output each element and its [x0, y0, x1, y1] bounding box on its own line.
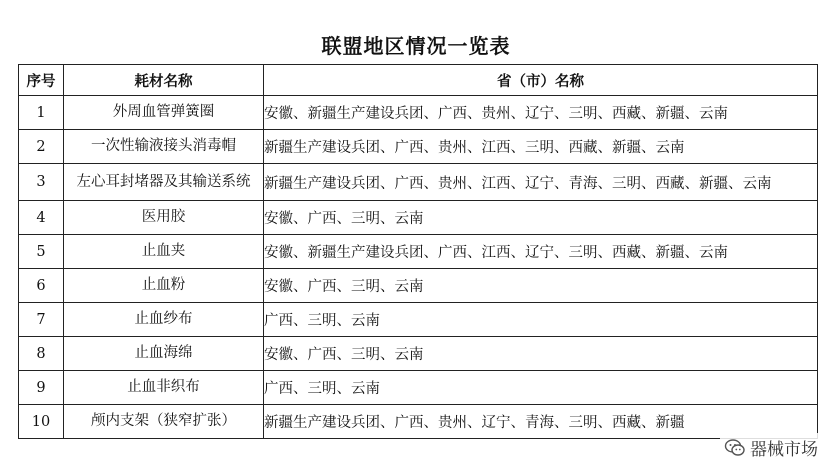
- row-name: 止血非织布: [64, 371, 264, 405]
- row-no: 3: [19, 164, 64, 201]
- header-provinces: 省（市）名称: [264, 65, 818, 96]
- row-name: 一次性输液接头消毒帽: [64, 130, 264, 164]
- row-provinces: 新疆生产建设兵团、广西、贵州、辽宁、青海、三明、西藏、新疆: [264, 405, 818, 439]
- row-name: 左心耳封堵器及其输送系统: [64, 164, 264, 201]
- header-name: 耗材名称: [64, 65, 264, 96]
- row-name: 颅内支架（狭窄扩张）: [64, 405, 264, 439]
- row-no: 8: [19, 337, 64, 371]
- watermark: [720, 433, 822, 462]
- row-provinces: 安徽、新疆生产建设兵团、广西、贵州、辽宁、三明、西藏、新疆、云南: [264, 96, 818, 130]
- table-row: [19, 303, 818, 337]
- row-provinces: 安徽、广西、三明、云南: [264, 337, 818, 371]
- row-no: 6: [19, 269, 64, 303]
- header-no: 序号: [19, 65, 64, 96]
- row-no: 9: [19, 371, 64, 405]
- row-provinces: 安徽、广西、三明、云南: [264, 269, 818, 303]
- table-header-row: [19, 65, 818, 96]
- wechat-icon: [724, 437, 746, 459]
- row-name: 止血粉: [64, 269, 264, 303]
- table-row: [19, 269, 818, 303]
- row-name: 止血夹: [64, 235, 264, 269]
- table-row: [19, 201, 818, 235]
- row-provinces: 新疆生产建设兵团、广西、贵州、江西、辽宁、青海、三明、西藏、新疆、云南: [264, 164, 818, 201]
- region-table: [18, 64, 818, 439]
- row-name: 止血纱布: [64, 303, 264, 337]
- row-provinces: 广西、三明、云南: [264, 371, 818, 405]
- table-row: [19, 130, 818, 164]
- row-no: 1: [19, 96, 64, 130]
- table-row: [19, 405, 818, 439]
- table-row: [19, 337, 818, 371]
- table-row: [19, 164, 818, 201]
- row-name: 外周血管弹簧圈: [64, 96, 264, 130]
- table-row: [19, 235, 818, 269]
- row-no: 7: [19, 303, 64, 337]
- row-provinces: 安徽、新疆生产建设兵团、广西、江西、辽宁、三明、西藏、新疆、云南: [264, 235, 818, 269]
- row-no: 4: [19, 201, 64, 235]
- row-no: 10: [19, 405, 64, 439]
- row-no: 2: [19, 130, 64, 164]
- row-provinces: 新疆生产建设兵团、广西、贵州、江西、三明、西藏、新疆、云南: [264, 130, 818, 164]
- table-row: [19, 371, 818, 405]
- row-provinces: 广西、三明、云南: [264, 303, 818, 337]
- row-name: 止血海绵: [64, 337, 264, 371]
- watermark-text: 器械市场: [750, 440, 818, 460]
- row-name: 医用胶: [64, 201, 264, 235]
- table-row: [19, 96, 818, 130]
- page-title: 联盟地区情况一览表: [321, 34, 511, 58]
- row-provinces: 安徽、广西、三明、云南: [264, 201, 818, 235]
- row-no: 5: [19, 235, 64, 269]
